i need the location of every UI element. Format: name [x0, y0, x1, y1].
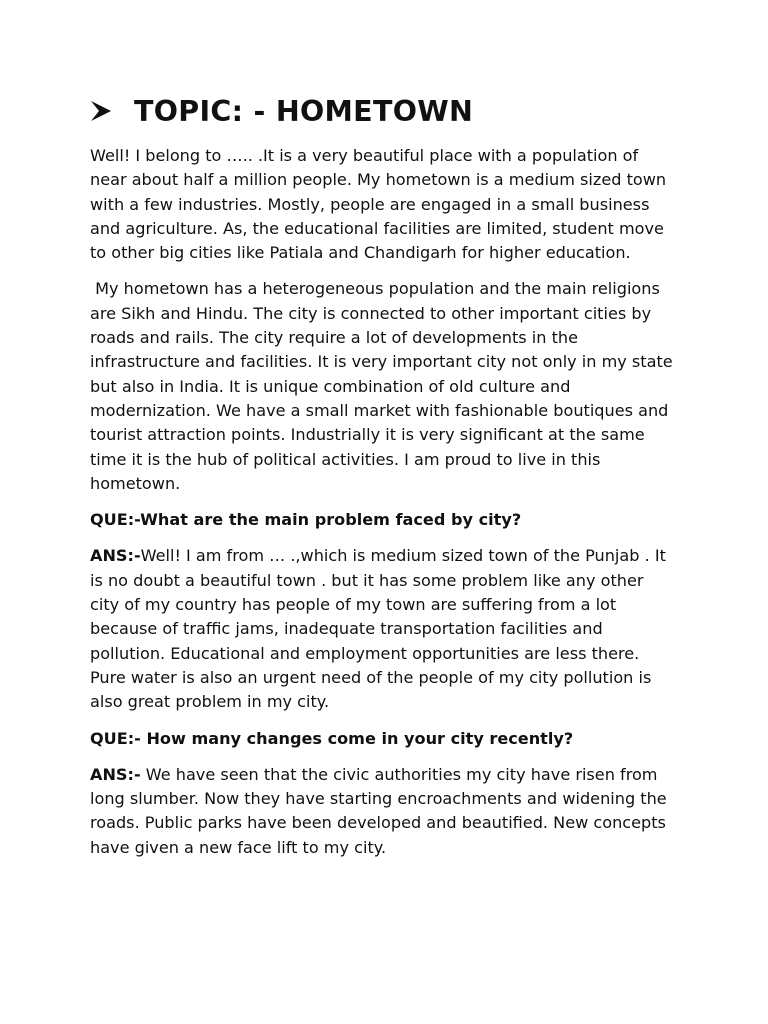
document-page [90, 88, 675, 872]
intro-paragraph: Well! I belong to ….. .It is a very beautiful place with a population of near about half a million people. My hometown is a medium sized town with a few industries. Mostly, people are engaged in a small business and agriculture. As, the educational facilities are limited, student move to other big cities like Patiala and Chandigarh for higher education. [90, 146, 667, 263]
answer-1-text: Well! I am from … .,which is medium sized town of the Punjab . It is no doubt a beautiful town . but it has some problem like any other city of my country has people of my town are suffering from a lot because of traffic jams, inadequate transportation facilities and pollution. Educational and employment opportunities are less there. Pure water is also an urgent need of the people of my city pollution is also great problem in my city. [90, 546, 666, 712]
topic-heading [90, 88, 675, 134]
question-1: QUE:-What are the main problem faced by city? [90, 510, 522, 530]
description-paragraph: My hometown has a heterogeneous population and the main religions are Sikh and Hindu. The city is connected to other important cities by roads and rails. The city require a lot of developments in the infrastructure and facilities. It is very important city not only in my state but also in India. It is unique combination of old culture and modernization. We have a small market with fashionable boutiques and tourist attraction points. Industrially it is very significant at the same time it is the hub of political activities. I am proud to live in this hometown. [90, 279, 673, 493]
answer-2-text: We have seen that the civic authorities my city have risen from long slumber. Now they have starting encroachments and widening the roads. Public parks have been developed and beautified. New concepts have given a new face lift to my city. [90, 764, 667, 857]
answer-2-label: ANS:- [90, 764, 141, 784]
answer-2 [90, 763, 675, 860]
answer-1 [90, 544, 675, 714]
arrowhead-bullet-icon [90, 100, 112, 122]
answer-1-label: ANS:- [90, 546, 141, 566]
question-2: QUE:- How many changes come in your city recently? [90, 728, 574, 748]
topic-title: TOPIC: - HOMETOWN [134, 94, 474, 128]
